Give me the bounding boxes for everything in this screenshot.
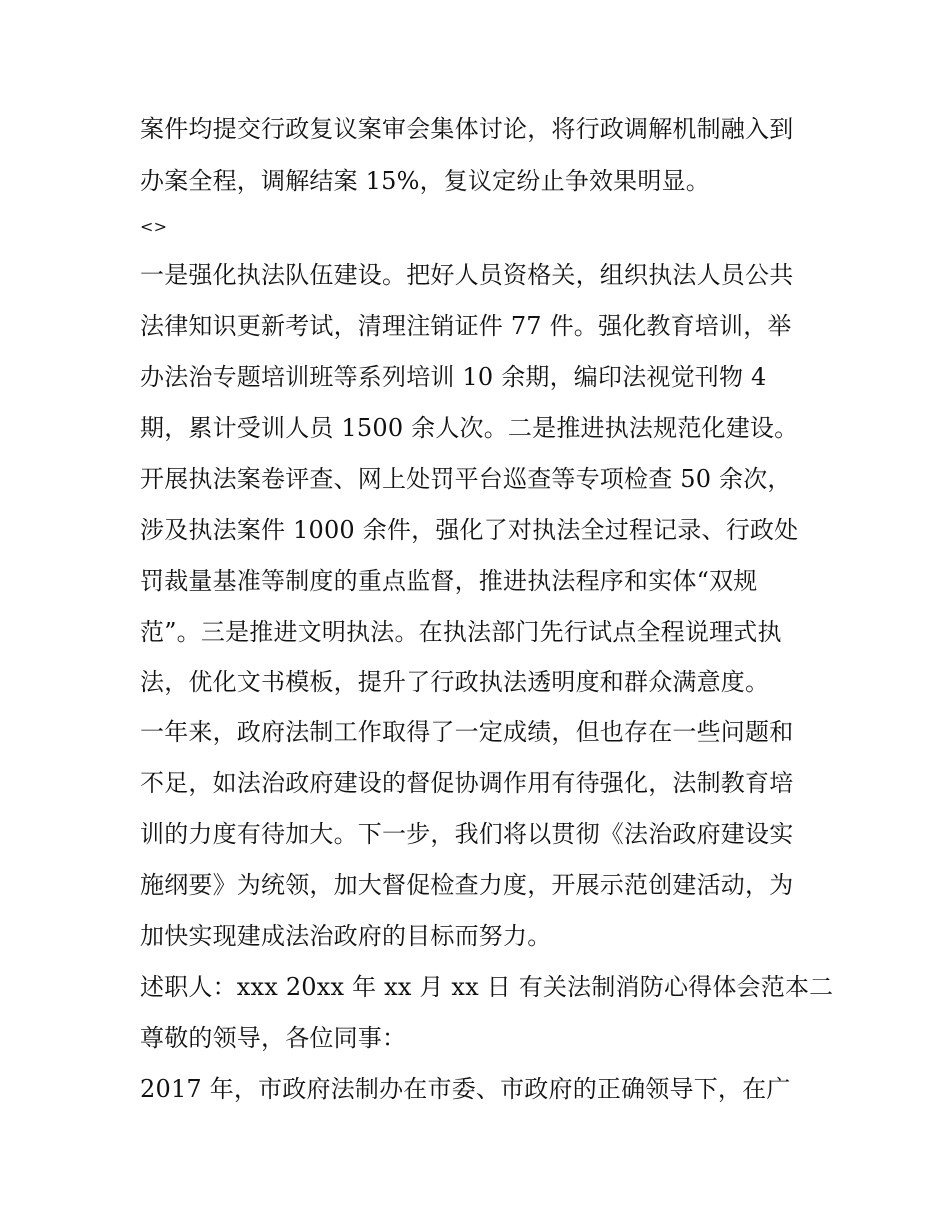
- text-line: 范”。三是推进文明执法。在执法部门先行试点全程说理式执: [140, 618, 782, 646]
- text-line: 罚裁量基准等制度的重点监督，推进执法程序和实体“双规: [140, 567, 758, 595]
- text-line: 尊敬的领导，各位同事：: [140, 1024, 407, 1052]
- text-line: 述职人：xxx 20xx 年 xx 月 xx 日 有关法制消防心得体会范本二: [140, 973, 834, 1001]
- text-line: 办法治专题培训班等系列培训 10 余期，编印法视觉刊物 4: [140, 363, 767, 391]
- text-line: 开展执法案卷评查、网上处罚平台巡查等专项检查 50 余次，: [140, 465, 792, 493]
- text-line: 施纲要》为统领，加大督促检查力度，开展示范创建活动，为: [140, 871, 794, 899]
- text-line: 一是强化执法队伍建设。把好人员资格关，组织执法人员公共: [140, 261, 794, 289]
- text-line: 法，优化文书模板，提升了行政执法透明度和群众满意度。: [140, 668, 770, 696]
- text-line: 办案全程，调解结案 15%，复议定纷止争效果明显。: [140, 167, 710, 195]
- text-line: 2017 年，市政府法制办在市委、市政府的正确领导下，在广: [140, 1075, 791, 1103]
- text-line: 涉及执法案件 1000 余件，强化了对执法全过程记录、行政处: [140, 516, 799, 544]
- text-line: 训的力度有待加大。下一步，我们将以贯彻《法治政府建设实: [140, 820, 794, 848]
- text-line: 期，累计受训人员 1500 余人次。二是推进执法规范化建设。: [140, 414, 799, 442]
- text-line: 不足，如法治政府建设的督促协调作用有待强化，法制教育培: [140, 769, 794, 797]
- text-line: 案件均提交行政复议案审会集体讨论，将行政调解机制融入到: [140, 115, 794, 143]
- text-line: 加快实现建成法治政府的目标而努力。: [140, 922, 552, 950]
- text-line: 一年来，政府法制工作取得了一定成绩，但也存在一些问题和: [140, 718, 794, 746]
- text-line-marker: <>: [140, 217, 168, 236]
- text-line: 法律知识更新考试，清理注销证件 77 件。强化教育培训，举: [140, 312, 792, 340]
